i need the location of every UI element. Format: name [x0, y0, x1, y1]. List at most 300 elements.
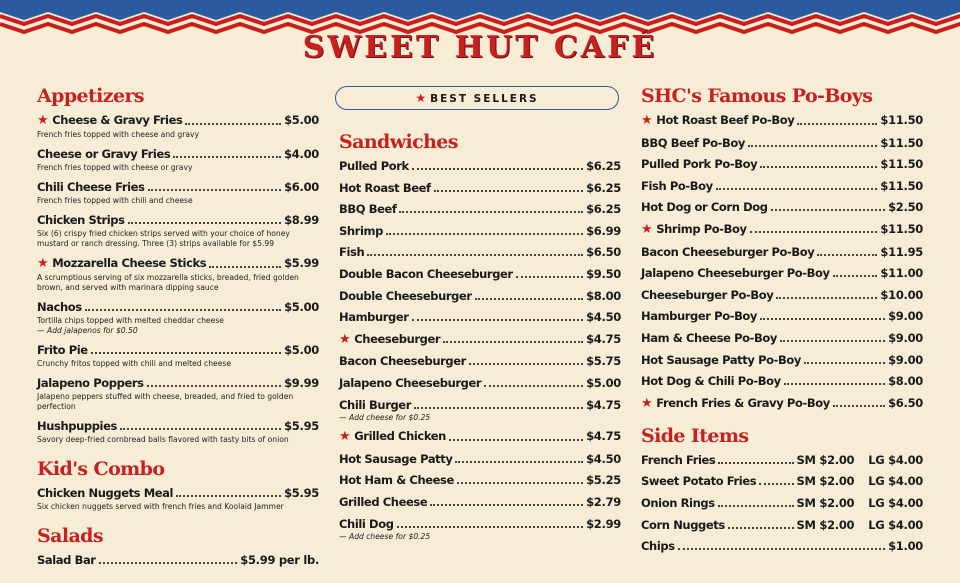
menu-item-price: $5.00: [284, 343, 319, 357]
dot-leader: [833, 275, 878, 277]
menu-item-row: [641, 221, 923, 238]
menu-item-name: [641, 156, 757, 172]
left-column: [37, 84, 319, 568]
menu-item: [37, 299, 319, 336]
menu-item-label: BBQ Beef: [339, 202, 397, 217]
dot-leader: [484, 385, 583, 387]
section-title-sandwiches: Sandwiches: [339, 131, 458, 153]
right-column: [641, 84, 923, 554]
menu-item-name: [339, 375, 481, 391]
menu-item-name: [641, 352, 801, 368]
dot-leader: [449, 439, 583, 441]
dot-leader: [120, 428, 281, 430]
menu-item-label: Hot Roast Beef Po-Boy: [656, 113, 795, 127]
menu-item-row: [641, 495, 923, 511]
menu-item-name: [37, 112, 182, 129]
menu-item: [641, 135, 923, 151]
dot-leader: [91, 352, 281, 354]
menu-item-note: — Add cheese for $0.25: [339, 531, 431, 541]
menu-item-name: [339, 397, 411, 413]
menu-item-name: [37, 552, 96, 568]
menu-item-row: [37, 485, 319, 501]
dot-leader: [367, 254, 583, 256]
menu-item: [37, 255, 319, 293]
price-small: SM $2.00: [796, 495, 855, 510]
menu-item: [339, 223, 621, 239]
menu-item-label: Jalapeno Cheeseburger: [339, 375, 482, 390]
dot-leader: [716, 188, 878, 190]
menu-item-label: Chicken Strips: [37, 213, 125, 227]
menu-item-label: Fish: [339, 245, 365, 260]
menu-item-price: $8.00: [888, 374, 923, 389]
menu-item-row: [37, 179, 319, 195]
price-small: SM $2.00: [796, 517, 855, 532]
menu-item-row: [339, 353, 621, 369]
dot-leader: [209, 266, 281, 268]
menu-item-name: [339, 201, 396, 217]
dot-leader: [457, 482, 583, 484]
menu-item-name: [641, 373, 781, 389]
menu-item-name: [339, 472, 454, 488]
menu-item: [37, 485, 319, 512]
dot-leader: [750, 231, 878, 233]
menu-item-label: Hamburger: [339, 310, 409, 325]
dot-leader: [728, 527, 794, 529]
menu-item: [339, 266, 621, 282]
menu-item-name: [641, 199, 768, 215]
dot-leader: [412, 319, 584, 321]
dot-leader: [173, 156, 281, 158]
menu-item-row: [339, 201, 621, 217]
menu-item-label: Grilled Chicken: [354, 429, 446, 444]
dot-leader: [718, 462, 793, 464]
menu-item-label: Pulled Pork Po-Boy: [641, 157, 758, 172]
menu-item-row: [339, 288, 621, 304]
menu-item-name: [641, 244, 814, 260]
po-boys-list: [641, 112, 923, 412]
menu-item-price: $5.75: [586, 354, 621, 369]
menu-item-label: Hot Dog & Chili Po-Boy: [641, 374, 781, 389]
menu-item-label: Ham & Cheese Po-Boy: [641, 330, 777, 345]
dot-leader: [176, 495, 281, 497]
menu-item-row: [641, 473, 923, 489]
dot-leader: [386, 233, 583, 235]
side-items-list: [641, 452, 923, 554]
menu-item-name: [339, 223, 383, 239]
menu-item: [641, 373, 923, 389]
menu-item-row: [641, 178, 923, 194]
menu-item-row: [37, 552, 319, 568]
menu-item: [339, 375, 621, 391]
section-title-po-boys: SHC's Famous Po-Boys: [641, 85, 873, 107]
star-icon: ★: [641, 395, 653, 411]
menu-item-price: $5.99: [284, 256, 319, 270]
menu-item-description: Jalapeno peppers stuffed with cheese, breaded, and fried to golden perfection: [37, 392, 294, 411]
menu-item: [641, 452, 923, 468]
menu-item-row: [339, 331, 621, 348]
menu-item: [641, 265, 923, 281]
menu-item-name: [339, 309, 409, 325]
section-title-appetizers: Appetizers: [37, 85, 144, 107]
menu-item-price: $6.25: [586, 159, 621, 173]
menu-item: [641, 330, 923, 346]
menu-item-name: [641, 135, 745, 151]
menu-item-name: [37, 212, 125, 228]
menu-item-row: [339, 180, 621, 196]
menu-item-label: Sweet Potato Fries: [641, 474, 757, 489]
menu-item-price: $11.50: [880, 135, 923, 150]
best-sellers-label: BEST SELLERS: [430, 93, 539, 105]
menu-item: [339, 472, 621, 488]
menu-item-label: Shrimp Po-Boy: [656, 221, 747, 236]
menu-item-name: [339, 266, 513, 282]
dot-leader: [760, 166, 877, 168]
kids-combo-list: [37, 485, 319, 512]
dot-leader: [434, 190, 583, 192]
menu-item-row: [641, 538, 923, 554]
menu-item-sizes: [797, 495, 923, 511]
menu-item-label: Hot Roast Beef: [339, 180, 431, 195]
menu-item-name: [339, 428, 446, 445]
dot-leader: [780, 340, 885, 342]
menu-item-name: [339, 353, 466, 369]
dot-leader: [475, 298, 583, 300]
menu-item: [37, 179, 319, 206]
menu-item: [641, 308, 923, 324]
menu-item-name: [37, 146, 170, 162]
menu-item-label: French Fries & Gravy Po-Boy: [656, 395, 830, 410]
dot-leader: [414, 407, 583, 409]
menu-item-name: [37, 485, 173, 501]
dot-leader: [718, 505, 794, 507]
menu-item-name: [37, 255, 206, 272]
menu-item: [339, 397, 621, 423]
menu-item: [339, 331, 621, 348]
menu-item-price: $10.00: [880, 287, 923, 302]
dot-leader: [759, 483, 793, 485]
menu-item-row: [641, 287, 923, 303]
menu-item-description: French fries topped with cheese and gravy: [37, 130, 199, 139]
price-large: LG $4.00: [868, 495, 923, 510]
menu-item: [641, 221, 923, 238]
star-icon: ★: [339, 429, 351, 445]
menu-item-row: [339, 472, 621, 488]
menu-item: [641, 178, 923, 194]
menu-item-price: $4.50: [586, 310, 621, 325]
menu-item-label: Shrimp: [339, 223, 383, 238]
menu-item: [37, 146, 319, 173]
menu-item-price: $9.00: [888, 330, 923, 345]
price-large: LG $4.00: [868, 517, 923, 532]
menu-item-price: $5.25: [586, 473, 621, 488]
menu-item-price: $4.00: [284, 147, 319, 161]
star-icon: ★: [37, 256, 49, 271]
menu-item: [37, 418, 319, 445]
menu-item-label: Fish Po-Boy: [641, 178, 713, 193]
menu-item: [641, 395, 923, 412]
menu-item-row: [37, 146, 319, 162]
menu-item-price: $6.00: [284, 180, 319, 194]
menu-item-name: [37, 342, 88, 358]
menu-item-label: French Fries: [641, 452, 716, 467]
menu-item-price: $6.25: [586, 202, 621, 217]
menu-item-label: Bacon Cheeseburger: [339, 354, 466, 369]
menu-item-name: [339, 158, 409, 174]
menu-item-sizes: [797, 473, 923, 489]
dot-leader: [784, 383, 885, 385]
menu-item-label: Bacon Cheeseburger Po-Boy: [641, 244, 815, 259]
menu-item: [339, 158, 621, 174]
menu-item: [339, 201, 621, 217]
menu-item-description: Tortilla chips topped with melted cheddar cheese: [37, 316, 224, 325]
menu-item-row: [339, 158, 621, 174]
menu-item: [641, 156, 923, 172]
dot-leader: [99, 562, 238, 564]
dot-leader: [771, 209, 886, 211]
menu-item-row: [339, 494, 621, 510]
dot-leader: [455, 461, 583, 463]
menu-item-price: $8.99: [284, 213, 319, 227]
menu-item: [37, 112, 319, 140]
dot-leader: [147, 385, 282, 387]
menu-item-label: Hot Sausage Patty: [339, 451, 453, 466]
menu-item-price: $11.50: [880, 157, 923, 172]
menu-item-name: [339, 288, 472, 304]
menu-item-description: French fries topped with chili and cheese: [37, 196, 193, 205]
best-sellers-badge: [335, 86, 619, 110]
menu-item-name: [339, 244, 364, 260]
menu-item-name: [641, 495, 715, 511]
menu-item-name: [641, 178, 713, 194]
menu-item-price: $6.50: [586, 245, 621, 260]
menu-item-name: [339, 331, 440, 348]
menu-item-price: $11.50: [880, 178, 923, 193]
page-title: SWEET HUT CAFÉ: [302, 30, 658, 65]
menu-item-price: $11.00: [880, 266, 923, 281]
menu-item-price: $11.50: [880, 221, 923, 236]
menu-item-row: [641, 373, 923, 389]
menu-item-price: $2.79: [586, 494, 621, 509]
dot-leader: [443, 341, 583, 343]
menu-item: [339, 428, 621, 445]
dot-leader: [678, 548, 885, 550]
dot-leader: [430, 504, 583, 506]
dot-leader: [185, 123, 281, 125]
salads-list: [37, 552, 319, 568]
dot-leader: [397, 526, 584, 528]
menu-item-label: Mozzarella Cheese Sticks: [52, 256, 207, 270]
menu-item-row: [641, 352, 923, 368]
dot-leader: [148, 189, 282, 191]
dot-leader: [797, 123, 877, 125]
price-large: LG $4.00: [868, 452, 923, 467]
menu-item-price: $11.95: [880, 244, 923, 259]
menu-item-row: [37, 299, 319, 315]
menu-item-label: Hushpuppies: [37, 419, 117, 433]
menu-item-label: Hamburger Po-Boy: [641, 309, 758, 324]
menu-item-price: $6.25: [586, 180, 621, 195]
star-icon: ★: [37, 113, 49, 128]
menu-item: [37, 212, 319, 249]
menu-item-name: [641, 265, 830, 281]
menu-item-label: Onion Rings: [641, 495, 715, 510]
star-icon: ★: [641, 113, 653, 128]
menu-item-name: [641, 395, 830, 412]
menu-item-name: [339, 494, 427, 510]
menu-item-price: $6.99: [586, 223, 621, 238]
dot-leader: [469, 363, 583, 365]
menu-item-note: — Add cheese for $0.25: [339, 412, 431, 422]
appetizers-list: [37, 112, 319, 445]
menu-item-price: $1.00: [888, 539, 923, 554]
menu-item-label: BBQ Beef Po-Boy: [641, 135, 745, 150]
menu-item: [37, 375, 319, 412]
menu-item: [339, 353, 621, 369]
menu-item-row: [641, 517, 923, 533]
menu-item-row: [339, 451, 621, 467]
menu-item: [641, 244, 923, 260]
menu-item-price: $2.99: [586, 516, 621, 531]
menu-item-label: Hot Sausage Patty Po-Boy: [641, 352, 801, 367]
menu-item-name: [37, 179, 145, 195]
menu-item-price: $5.95: [284, 419, 319, 433]
menu-item-row: [641, 452, 923, 468]
section-title-kids-combo: Kid's Combo: [37, 458, 165, 480]
star-icon: ★: [339, 331, 351, 347]
dot-leader: [399, 211, 583, 213]
menu-item-name: [339, 516, 394, 532]
menu-item: [339, 244, 621, 260]
menu-item-note: — Add jalapenos for $0.50: [37, 326, 138, 335]
menu-item-price: $6.50: [888, 395, 923, 410]
menu-item-price: $5.99 per lb.: [240, 553, 319, 567]
menu-item-label: Cheese & Gravy Fries: [52, 113, 183, 127]
menu-item-name: [37, 375, 144, 391]
star-icon: ★: [415, 91, 427, 105]
menu-item: [641, 199, 923, 215]
menu-item-name: [641, 473, 756, 489]
menu-item-row: [339, 428, 621, 445]
menu-item-price: $9.50: [586, 266, 621, 281]
star-icon: ★: [641, 221, 653, 237]
menu-item-price: $5.95: [284, 486, 319, 500]
menu-item-description: Six (6) crispy fried chicken strips served with your choice of honey mustard or ranch dressing. Three (3) strips available for $5.99: [37, 229, 290, 248]
price-large: LG $4.00: [868, 474, 923, 489]
menu-item-price: $5.00: [586, 375, 621, 390]
menu-item-label: Salad Bar: [37, 553, 96, 567]
menu-item-row: [339, 266, 621, 282]
menu-item-price: $2.50: [888, 200, 923, 215]
menu-item-price: $5.00: [284, 300, 319, 314]
menu-item-row: [339, 244, 621, 260]
dot-leader: [516, 276, 583, 278]
menu-item-label: Jalapeno Cheeseburger Po-Boy: [641, 266, 830, 281]
menu-item-price: $4.75: [586, 429, 621, 444]
menu-item-label: Chili Dog: [339, 516, 394, 531]
dot-leader: [85, 309, 281, 311]
menu-item: [641, 352, 923, 368]
dot-leader: [817, 254, 877, 256]
menu-item-description: Crunchy fritos topped with chili and melted cheese: [37, 359, 231, 368]
menu-item: [641, 538, 923, 554]
menu-item-name: [641, 452, 715, 468]
dot-leader: [748, 145, 877, 147]
menu-item-label: Double Bacon Cheeseburger: [339, 266, 513, 281]
menu-item-name: [641, 112, 794, 129]
menu-item: [37, 552, 319, 568]
menu-item-row: [339, 375, 621, 391]
menu-item-row: [641, 395, 923, 412]
menu-item: [339, 180, 621, 196]
menu-item: [641, 112, 923, 129]
menu-item-row: [339, 309, 621, 325]
menu-item-price: $4.50: [586, 451, 621, 466]
menu-item: [641, 517, 923, 533]
menu-item-price: $9.00: [888, 309, 923, 324]
menu-item-price: $11.50: [880, 113, 923, 127]
menu-item-label: Cheese or Gravy Fries: [37, 147, 171, 161]
menu-item-row: [641, 199, 923, 215]
menu-item-label: Frito Pie: [37, 343, 88, 357]
menu-item-row: [37, 212, 319, 228]
price-small: SM $2.00: [796, 452, 855, 467]
dot-leader: [804, 362, 885, 364]
menu-item-price: $4.75: [586, 331, 621, 346]
menu-item-name: [37, 418, 117, 434]
menu-item: [641, 495, 923, 511]
menu-item-price: $4.75: [586, 397, 621, 412]
menu-item-name: [339, 180, 431, 196]
menu-item-row: [339, 223, 621, 239]
menu-item-description: Six chicken nuggets served with french fries and Koolaid Jammer: [37, 502, 284, 511]
menu-item: [339, 451, 621, 467]
menu-item-row: [641, 330, 923, 346]
dot-leader: [412, 168, 583, 170]
menu-item-name: [37, 299, 82, 315]
menu-item-row: [37, 112, 319, 129]
menu-item-name: [641, 517, 725, 533]
menu-item-name: [641, 287, 773, 303]
menu-item-name: [641, 538, 675, 554]
menu-item-row: [339, 516, 621, 532]
menu-item-name: [339, 451, 452, 467]
menu-item-row: [641, 135, 923, 151]
dot-leader: [833, 405, 885, 407]
menu-item-price: $9.00: [888, 352, 923, 367]
menu-item-name: [641, 308, 757, 324]
menu-item-label: Pulled Pork: [339, 159, 409, 173]
menu-item-label: Nachos: [37, 300, 82, 314]
menu-item: [339, 309, 621, 325]
menu-item-price: $9.99: [284, 376, 319, 390]
menu-item-label: Hot Dog or Corn Dog: [641, 200, 768, 215]
menu-item-label: Corn Nuggets: [641, 517, 725, 532]
menu-item-row: [37, 418, 319, 434]
menu-item-row: [641, 112, 923, 129]
menu-item-label: Grilled Cheese: [339, 494, 428, 509]
menu-item: [339, 494, 621, 510]
section-title-salads: Salads: [37, 525, 103, 547]
menu-item-description: French fries topped with cheese or gravy: [37, 163, 193, 172]
menu-item-label: Cheeseburger Po-Boy: [641, 287, 774, 302]
menu-item-label: Double Cheeseburger: [339, 288, 472, 303]
menu-item-row: [641, 244, 923, 260]
menu-item-label: Cheeseburger: [354, 331, 441, 346]
menu-item-label: Chili Burger: [339, 397, 411, 412]
sandwiches-list: [339, 158, 621, 542]
price-small: SM $2.00: [796, 474, 855, 489]
menu-item: [641, 473, 923, 489]
